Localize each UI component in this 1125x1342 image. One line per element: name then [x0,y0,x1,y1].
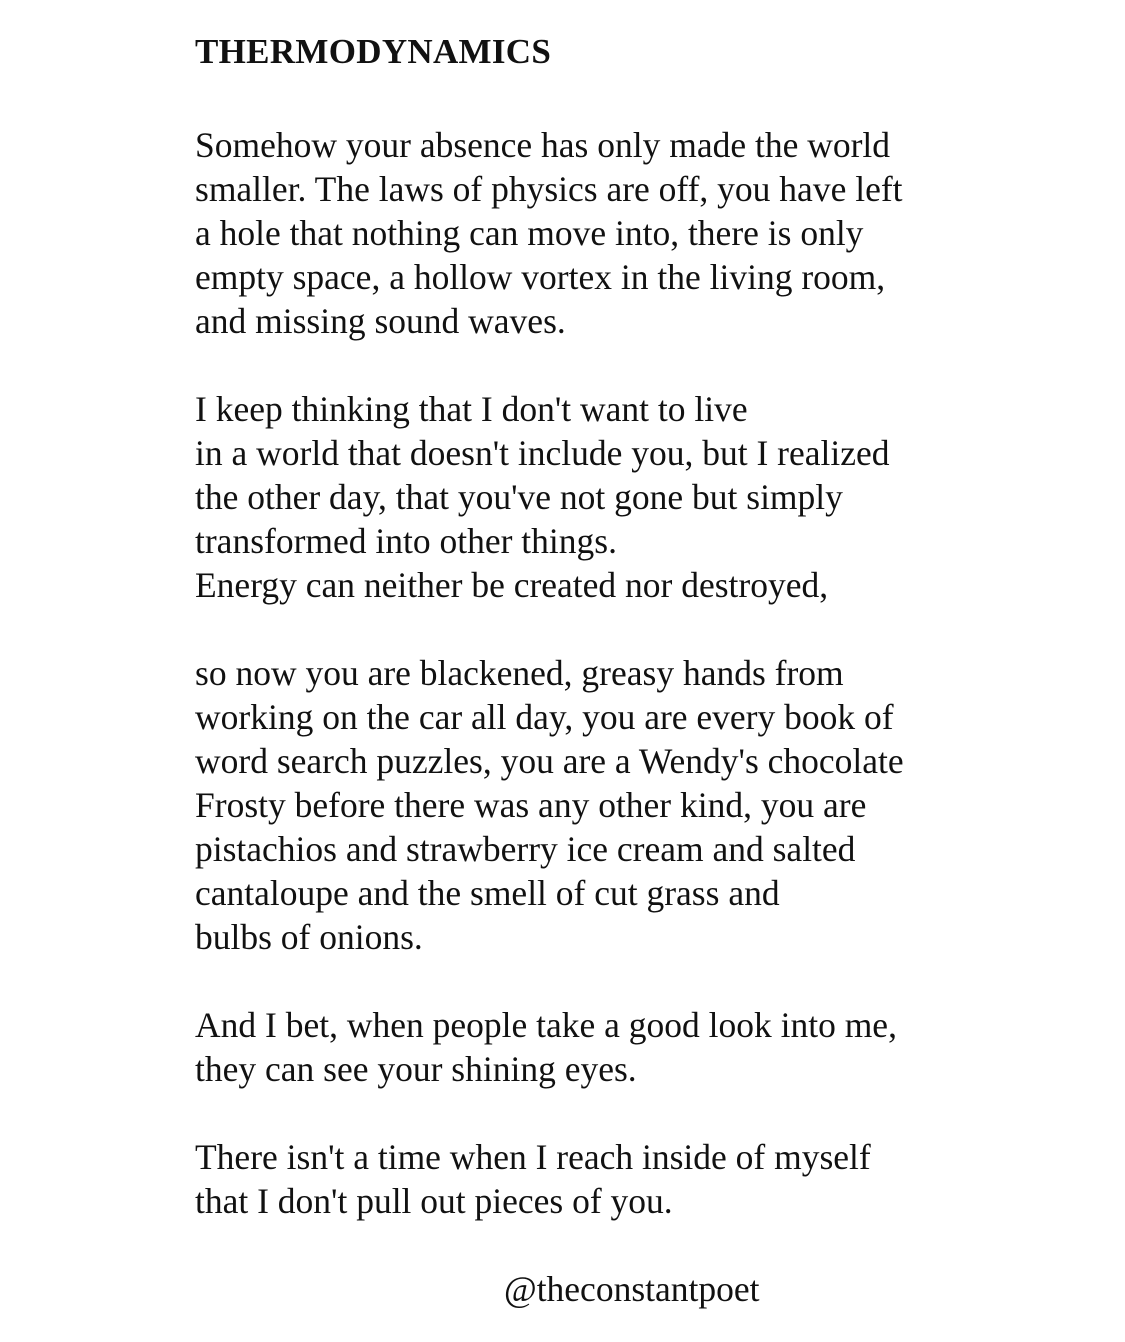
poem-line: Frosty before there was any other kind, you are [195,785,867,825]
stanza-3 [195,651,1055,959]
poem-line: the other day, that you've not gone but simply [195,477,843,517]
poem-line: pistachios and strawberry ice cream and salted [195,829,856,869]
stanza-5 [195,1135,1055,1223]
poem-line: a hole that nothing can move into, there is only [195,213,864,253]
poem-line: bulbs of onions. [195,917,423,957]
poem-line: in a world that doesn't include you, but I realized [195,433,890,473]
poem-line: Somehow your absence has only made the world [195,125,891,165]
stanza-2 [195,387,1055,607]
poem-line: I keep thinking that I don't want to live [195,389,748,429]
poem-title: THERMODYNAMICS [195,32,552,71]
stanza-1 [195,123,1055,343]
poem-line: cantaloupe and the smell of cut grass and [195,873,780,913]
poem-line: working on the car all day, you are every book of [195,697,894,737]
poem-line: so now you are blackened, greasy hands from [195,653,844,693]
poem-line: they can see your shining eyes. [195,1049,637,1089]
poem-line: And I bet, when people take a good look into me, [195,1005,897,1045]
poem [195,32,1055,1267]
poem-line: word search puzzles, you are a Wendy's chocolate [195,741,904,781]
poem-line: Energy can neither be created nor destroyed, [195,565,829,605]
author-handle: @theconstantpoet [504,1269,760,1309]
poem-line: transformed into other things. [195,521,617,561]
poem-line: empty space, a hollow vortex in the living room, [195,257,886,297]
poem-line: and missing sound waves. [195,301,566,341]
stanza-4 [195,1003,1055,1091]
poem-body [195,123,1055,1223]
poem-line: that I don't pull out pieces of you. [195,1181,673,1221]
poem-line: There isn't a time when I reach inside of myself [195,1137,871,1177]
poem-line: smaller. The laws of physics are off, you have left [195,169,903,209]
